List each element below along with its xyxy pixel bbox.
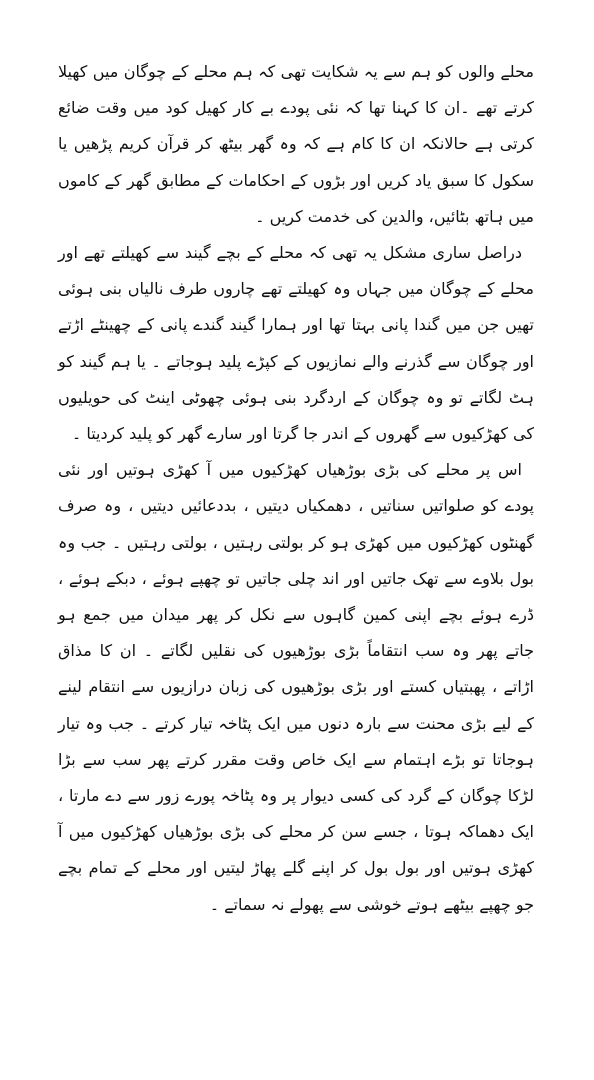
- paragraph-1: محلے والوں کو ہم سے یہ شکایت تھی کہ ہم محلے کے چوگان میں کھیلا کرتے تھے ۔ان کا کہنا تھا کہ نئی پودے بے کار کھیل کود میں وقت ضائع کرتی ہے حالانکہ ان کا کام ہے کہ وہ گھر بیٹھ کر قرآن کریم پڑھیں یا سکول کا سبق یاد کریں اور بڑوں کے احکامات کے مطابق گھر کے کاموں میں ہاتھ بٹائیں، والدین کی خدمت کریں ۔: [58, 62, 534, 226]
- paragraph-2: دراصل ساری مشکل یہ تھی کہ محلے کے بچے گیند سے کھیلتے تھے اور محلے کے چوگان میں جہاں وہ کھیلتے تھے چاروں طرف نالیاں بنی ہوئی تھیں جن میں گندا پانی بہتا تھا اور ہمارا گیند گندے پانی کے چھینٹے اڑتے اور چوگان سے گذرنے والے نمازیوں کے کپڑے پلید ہوجاتے ۔ یا ہم گیند کو ہٹ لگاتے تو وہ چوگان کے اردگرد بنی ہوئی چھوٹی اینٹ کی حویلیوں کی کھڑکیوں سے گھروں کے اندر جا گرتا اور سارے گھر کو پلید کردیتا ۔: [58, 243, 534, 444]
- body-text: [58, 54, 534, 923]
- paragraph-3: اس پر محلے کی بڑی بوڑھیاں کھڑکیوں میں آ کھڑی ہوتیں اور نئی پودے کو صلواتیں سناتیں ، دھمکیاں دیتیں ، بددعائیں دیتیں ، وہ صرف گھنٹوں کھڑکیوں میں کھڑی ہو کر بولتی رہتیں ، بولتی رہتیں ۔ جب وہ بول بلاوے سے تھک جاتیں اور اند چلی جاتیں تو چھپے ہوئے ، دبکے ہوئے ، ڈرے ہوئے بچے اپنی کمین گاہوں سے نکل کر پھر میدان میں جمع ہو جاتے پھر وہ سب انتقاماً بڑی بوڑھیوں کی نقلیں لگاتے ۔ ان کا مذاق اڑاتے ، پھبتیاں کستے اور بڑی بوڑھیوں کی زبان درازیوں سے انتقام لینے کے لیے بڑی محنت سے بارہ دنوں میں ایک پٹاخہ تیار کرتے ۔ جب وہ تیار ہوجاتا تو بڑے اہتمام سے ایک خاص وقت مقرر کرتے پھر سب سے بڑا لڑکا چوگان کے گرد کی کسی دیوار پر وہ پٹاخہ پورے زور سے دے مارتا ، ایک دھماکہ ہوتا ، جسے سن کر محلے کی بڑی بوڑھیاں کھڑکیوں میں آ کھڑی ہوتیں اور بول بول کر اپنے گلے پھاڑ لیتیں اور محلے کے تمام بچے جو چھپے بیٹھے ہوتے خوشی سے پھولے نہ سماتے ۔: [58, 460, 534, 914]
